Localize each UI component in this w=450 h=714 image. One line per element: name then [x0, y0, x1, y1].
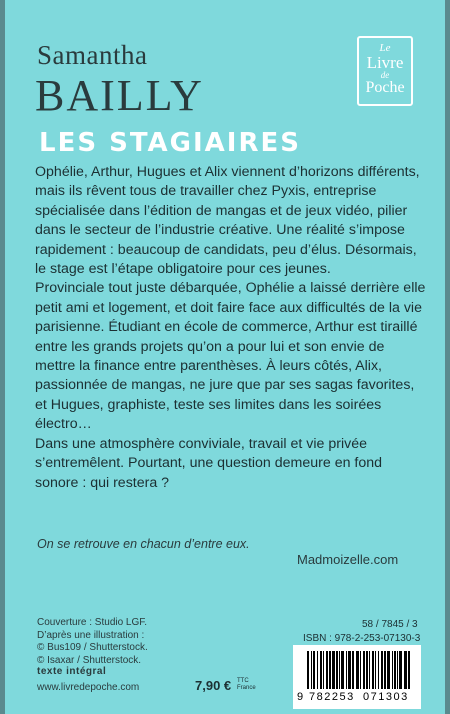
logo-line-2: Livre: [366, 53, 404, 72]
book-title: LES STAGIAIRES: [39, 128, 301, 158]
author-first-name: Samantha: [37, 40, 148, 70]
price-note-ttc: TTC: [237, 678, 249, 684]
livre-de-poche-logo-icon: [357, 36, 413, 106]
barcode-right-group: 071303: [363, 691, 409, 703]
price: 7,90 €: [195, 678, 232, 693]
logo-line-3: de: [380, 70, 390, 80]
publisher-website: www.livredepoche.com: [37, 682, 140, 693]
logo-line-4: Poche: [365, 79, 405, 96]
blurb-paragraph: Provinciale tout juste débarquée, Ophélie a laissé derrière elle petit ami et logement, et doit faire face aux difficultés de la vie parisienne. Étudiant en école de commerce, Arthur est tiraillé entre les grands projets qu’on a pour lui et son envie de mettre la finance entre parenthèses. À leurs côtés, Alix, passionnée de mangas, ne jure que par ses sagas favorites, et Hugues, graphiste, teste ses limites dans les soirées électro…: [35, 280, 426, 433]
review-source: Madmoizelle.com: [297, 552, 399, 567]
isbn: ISBN : 978-2-253-07130-3: [303, 633, 421, 644]
cover-credits: [37, 617, 148, 667]
blurb-paragraph: Dans une atmosphère conviviale, travail et vie privée s’entremêlent. Pourtant, une question demeure en fond sonore : qui restera ?: [35, 435, 383, 491]
price-note: [237, 678, 256, 692]
logo-line-1: Le: [379, 42, 391, 54]
barcode-bars-icon: [299, 651, 415, 691]
credit-line: © Isaxar / Shutterstock.: [37, 654, 142, 666]
book-back-cover: [5, 0, 445, 714]
author-last-name: BAILLY: [35, 71, 204, 120]
credit-line: D’après une illustration :: [37, 629, 145, 641]
price-note-country: France: [237, 685, 256, 691]
barcode-left-group: 782253: [309, 691, 355, 703]
credit-line: © Bus109 / Shutterstock.: [37, 642, 148, 654]
credit-line: Couverture : Studio LGF.: [37, 617, 148, 628]
barcode: [293, 645, 421, 709]
blurb-paragraph: Ophélie, Arthur, Hugues et Alix viennent d’horizons différents, mais ils rêvent tous de travailler chez Pyxis, entreprise spécialisée dans l’édition de mangas et de jeux vidéo, pilier dans le secteur de l’industrie créative. Une réalité s’impose rapidement : beaucoup de candidats, peu d’élus. Désormais, le stage est l’étape obligatoire pour ces jeunes.: [35, 164, 420, 278]
barcode-first-digit: 9: [297, 691, 304, 703]
texte-integral-label: texte intégral: [37, 666, 107, 677]
reference-code: 58 / 7845 / 3: [362, 619, 418, 630]
blurb: [35, 163, 427, 493]
review-quote: On se retrouve en chacun d’entre eux.: [37, 537, 250, 551]
